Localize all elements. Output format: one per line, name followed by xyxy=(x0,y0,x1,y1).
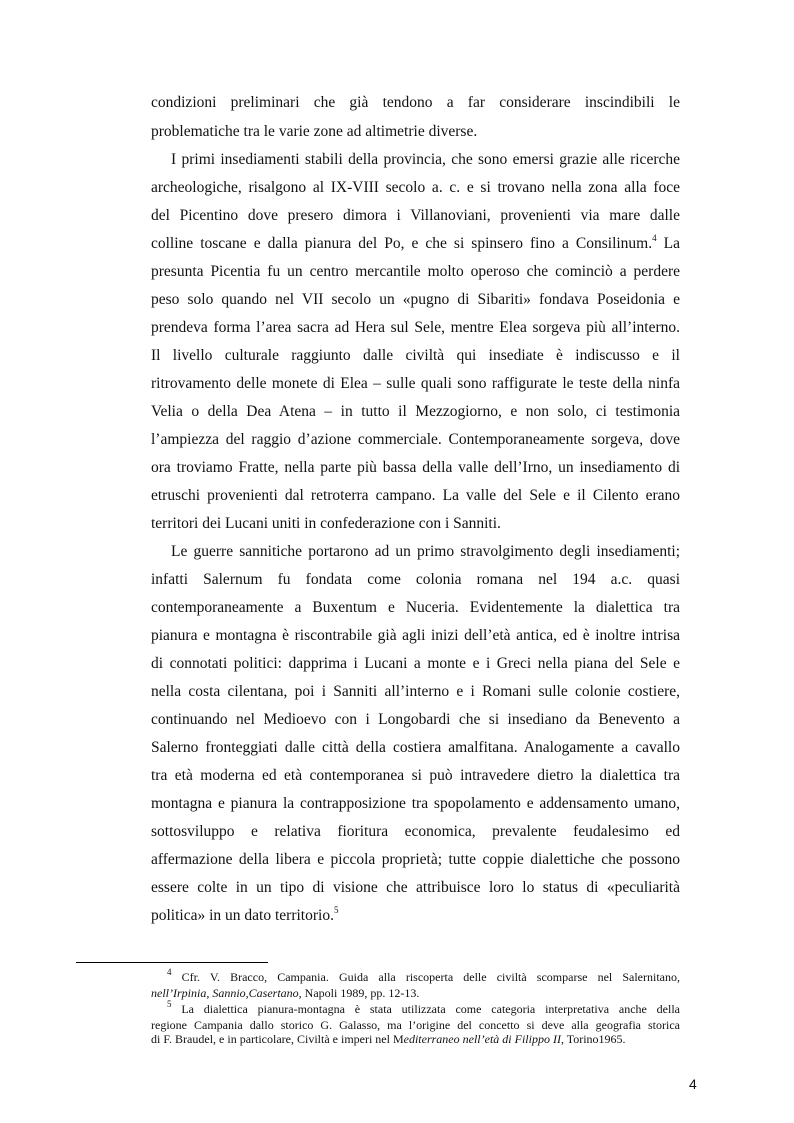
footnote-line xyxy=(167,967,681,984)
body-line: territori dei Lucani uniti in confederazione con i Sanniti. xyxy=(151,515,501,532)
footnote-text: di F. Braudel, e in particolare, Civiltà e imperi nel M xyxy=(151,1032,404,1046)
body-line: etruschi provenienti dal retroterra campano. La valle del Sele e il Cilento erano xyxy=(151,487,680,504)
body-line: essere colte in un tipo di visione che attribuisce loro lo status di «peculiarità xyxy=(151,879,680,896)
body-line: condizioni preliminari che già tendono a far considerare inscindibili le xyxy=(151,94,680,111)
footnote-text: La dialettica pianura-montagna è stata utilizzata come categoria interpretativa anche della xyxy=(181,1002,680,1016)
body-line: montagna e pianura la contrapposizione tra spopolamento e addensamento umano, xyxy=(151,795,680,812)
body-text: politica» in un dato territorio. xyxy=(151,907,334,924)
footnote-marker: 4 xyxy=(167,967,172,977)
body-line: peso solo quando nel VII secolo un «pugno di Sibariti» fondava Poseidonia e xyxy=(151,291,680,308)
footnote-italic-text: nell’Irpinia, Sannio,Casertano, xyxy=(151,986,302,1000)
footnote-line: regione Campania dallo storico G. Galasso, ma l’origine del concetto si deve alla geografia storica xyxy=(151,1018,680,1032)
body-line: di connotati politici: dapprima i Lucani a monte e i Greci nella piana del Sele e xyxy=(151,655,680,672)
body-line: affermazione della libera e piccola proprietà; tutte coppie dialettiche che possono xyxy=(151,851,680,868)
body-line: prendeva forma l’area sacra ad Hera sul Sele, mentre Elea sorgeva più all’interno. xyxy=(151,319,680,336)
body-line: problematiche tra le varie zone ad altimetrie diverse. xyxy=(151,123,478,140)
body-line: nella costa cilentana, poi i Sanniti all’interno e i Romani sulle colonie costiere, xyxy=(151,683,680,700)
body-line: Velia o della Dea Atena – in tutto il Mezzogiorno, e non solo, ci testimonia xyxy=(151,403,680,420)
body-line: contemporaneamente a Buxentum e Nuceria. Evidentemente la dialettica tra xyxy=(151,599,680,616)
footnote-ref[interactable]: 4 xyxy=(652,232,657,243)
body-line: pianura e montagna è riscontrabile già agli inizi dell’età antica, ed è inoltre intrisa xyxy=(151,627,680,644)
body-line: ora troviamo Fratte, nella parte più bassa della valle dell’Irno, un insediamento di xyxy=(151,459,680,476)
body-line: archeologiche, risalgono al IX-VIII secolo a. c. e si trovano nella zona alla foce xyxy=(151,179,680,196)
footnote-text: Cfr. V. Bracco, Campania. Guida alla riscoperta delle civiltà scomparse nel Salernitano, xyxy=(181,970,681,984)
body-line: Le guerre sannitiche portarono ad un primo stravolgimento degli insediamenti; xyxy=(171,543,680,560)
body-line: sottosviluppo e relativa fioritura economica, prevalente feudalesimo ed xyxy=(151,823,680,840)
body-line: Salerno fronteggiati dalle città della costiera amalfitana. Analogamente a cavallo xyxy=(151,739,680,756)
body-line: I primi insediamenti stabili della provincia, che sono emersi grazie alle ricerche xyxy=(171,151,680,168)
body-text: colline toscane e dalla pianura del Po, e che si spinsero fino a Consilinum. xyxy=(151,235,653,252)
footnote-italic-text: editerraneo nell’età di Filippo II xyxy=(403,1032,561,1046)
footnote-marker: 5 xyxy=(167,999,172,1009)
footnote-text: Napoli 1989, pp. 12-13. xyxy=(301,986,420,1000)
footnote-line xyxy=(167,999,680,1016)
body-line: continuando nel Medioevo con i Longobardi che si insediano da Benevento a xyxy=(151,711,680,728)
body-line: infatti Salernum fu fondata come colonia romana nel 194 a.c. quasi xyxy=(151,571,680,588)
body-text: La xyxy=(663,235,680,252)
footnote-line xyxy=(151,1032,680,1046)
page-number: 4 xyxy=(689,1076,697,1092)
body-line xyxy=(151,906,680,926)
footnote-text: , Torino1965. xyxy=(560,1032,626,1046)
body-line: del Picentino dove presero dimora i Villanoviani, provenienti via mare dalle xyxy=(151,207,680,224)
footnote-separator xyxy=(76,962,268,963)
body-line: presunta Picentia fu un centro mercantile molto operoso che cominciò a perdere xyxy=(151,263,680,280)
footnote-line xyxy=(151,986,680,1000)
footnote-ref[interactable]: 5 xyxy=(333,904,339,915)
body-line: ritrovamento delle monete di Elea – sulle quali sono raffigurate le teste della ninfa xyxy=(151,375,680,392)
body-line: Il livello culturale raggiunto dalle civiltà qui insediate è indiscusso e il xyxy=(151,347,680,364)
body-line xyxy=(151,234,680,254)
body-line: tra età moderna ed età contemporanea si può intravedere dietro la dialettica tra xyxy=(151,767,680,784)
body-line: l’ampiezza del raggio d’azione commerciale. Contemporaneamente sorgeva, dove xyxy=(151,431,680,448)
